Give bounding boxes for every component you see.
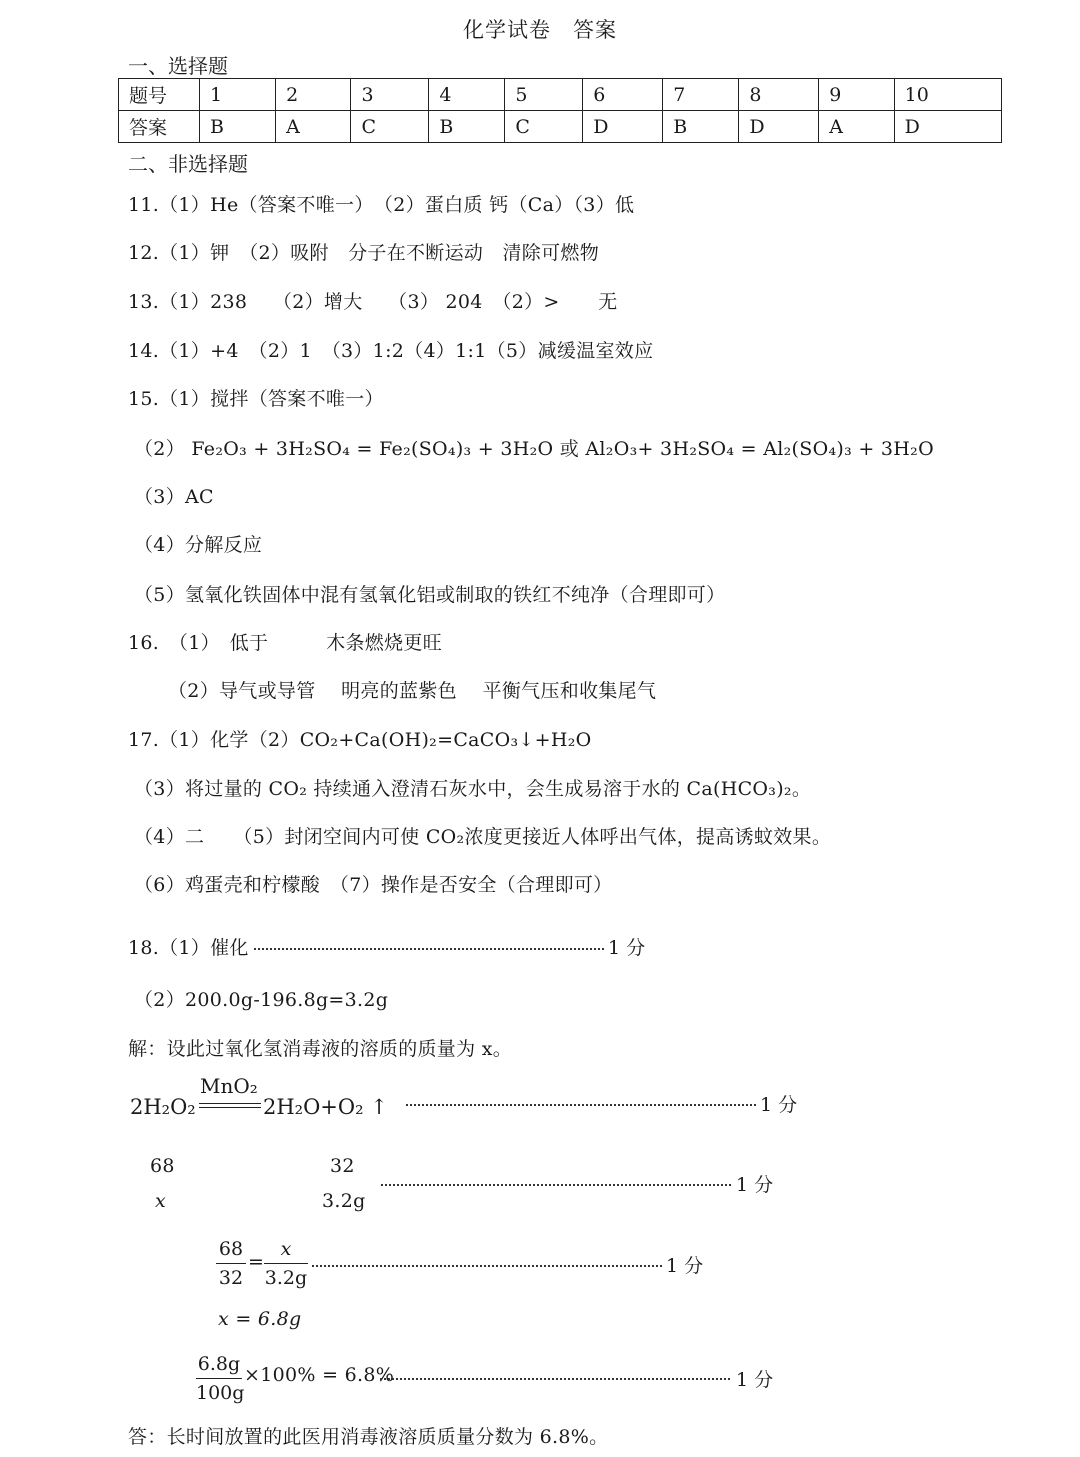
table-row-numbers [119, 79, 1002, 111]
dotted-leader [381, 1184, 731, 1186]
score-label: 1 分 [760, 1094, 798, 1116]
fraction-percent [196, 1350, 245, 1407]
fraction-numerator: 6.8g [197, 1353, 241, 1375]
table-cell: B [429, 111, 505, 143]
table-cell: D [583, 111, 663, 143]
table-cell: 6 [583, 79, 663, 111]
oxygen-mass: 3.2g [322, 1190, 366, 1212]
score-label: 1 分 [666, 1255, 704, 1277]
equation-product: 2H₂O+O₂ ↑ [263, 1095, 388, 1119]
table-cell: C [505, 111, 583, 143]
table-cell: 8 [739, 79, 819, 111]
answer-table [118, 78, 1002, 143]
fraction-denominator: 32 [218, 1267, 244, 1289]
table-cell: 5 [505, 79, 583, 111]
answer-q11: 11.（1）He（答案不唯一） （2）蛋白质 钙（Ca）（3）低 [128, 194, 635, 216]
answer-q12: 12.（1）钾 （2）吸附 分子在不断运动 清除可燃物 [128, 242, 599, 264]
answer-q15-4: （4）分解反应 [134, 534, 263, 556]
answer-q15-1: 15.（1）搅拌（答案不唯一） [128, 388, 384, 410]
table-cell: A [819, 111, 894, 143]
dotted-leader [254, 948, 604, 950]
fraction-right [264, 1235, 308, 1292]
answer-q17-4: （4）二 （5）封闭空间内可使 CO₂浓度更接近人体呼出气体，提高诱蚊效果。 [134, 826, 832, 848]
fraction-denominator: 100g [196, 1382, 245, 1404]
molar-mass-h2o2: 68 [150, 1155, 175, 1177]
answer-q15-3: （3）AC [134, 486, 214, 508]
fraction-denominator: 3.2g [264, 1267, 308, 1289]
answer-q16-2: （2）导气或导管 明亮的蓝紫色 平衡气压和收集尾气 [168, 680, 657, 702]
table-cell: 3 [351, 79, 429, 111]
answer-q16-1: 16. （1） 低于 木条燃烧更旺 [128, 632, 443, 654]
fraction-left [216, 1235, 246, 1292]
fraction-numerator: 68 [218, 1238, 244, 1260]
molar-mass-o2: 32 [330, 1155, 355, 1177]
equation-catalyst: MnO₂ [200, 1074, 258, 1098]
answer-q15-2: （2） Fe₂O₃ + 3H₂SO₄ = Fe₂(SO₄)₃ + 3H₂O 或 Al₂O₃+ 3H₂SO₄ = Al₂(SO₄)₃ + 3H₂O [134, 438, 934, 460]
page-title: 化学试卷 答案 [463, 18, 617, 42]
table-cell: 1 [200, 79, 276, 111]
table-cell: 7 [663, 79, 739, 111]
score-label: 1 分 [736, 1369, 774, 1391]
dotted-leader [406, 1104, 756, 1106]
equation-reactant: 2H₂O₂ [130, 1095, 196, 1119]
table-row-answers [119, 111, 1002, 143]
score-label: 1 分 [608, 937, 646, 959]
final-answer: 答：长时间放置的此医用消毒液溶质质量分数为 6.8%。 [128, 1426, 609, 1448]
answer-q14: 14.（1）+4 （2）1 （3）1:2（4）1:1（5）减缓温室效应 [128, 340, 654, 362]
percent-expression: ×100% = 6.8% [244, 1364, 395, 1386]
table-cell: B [663, 111, 739, 143]
fraction-numerator: x [280, 1238, 292, 1260]
equation-equals-sign [199, 1103, 261, 1108]
answer-q15-5: （5）氢氧化铁固体中混有氢氧化铝或制取的铁红不纯净（合理即可） [134, 584, 726, 606]
solution-intro: 解：设此过氧化氢消毒液的溶质的质量为 x。 [128, 1038, 513, 1060]
table-header-number: 题号 [119, 79, 200, 111]
answer-q18-1: 18.（1）催化 [128, 937, 249, 959]
table-cell: 2 [276, 79, 351, 111]
section-multiple-choice-heading: 一、选择题 [128, 54, 228, 78]
table-cell: D [739, 111, 819, 143]
section-non-choice-heading: 二、非选择题 [128, 152, 248, 176]
unknown-mass: x [155, 1190, 167, 1212]
table-cell: 4 [429, 79, 505, 111]
dotted-leader [312, 1265, 662, 1267]
table-cell: C [351, 111, 429, 143]
result-x: x = 6.8g [218, 1308, 302, 1330]
table-header-answer: 答案 [119, 111, 200, 143]
answer-q17-6: （6）鸡蛋壳和柠檬酸 （7）操作是否安全（合理即可） [134, 874, 613, 896]
equals-sign: = [248, 1251, 265, 1273]
table-cell: B [200, 111, 276, 143]
answer-q13: 13.（1）238 （2）增大 （3） 204 （2）> 无 [128, 291, 618, 313]
table-cell: 9 [819, 79, 894, 111]
table-cell: A [276, 111, 351, 143]
answer-q18-2: （2）200.0g-196.8g=3.2g [134, 989, 389, 1011]
answer-q17-1: 17.（1）化学（2）CO₂+Ca(OH)₂=CaCO₃↓+H₂O [128, 729, 592, 751]
answer-q17-3: （3）将过量的 CO₂ 持续通入澄清石灰水中，会生成易溶于水的 Ca(HCO₃)₂。 [134, 778, 812, 800]
table-cell: 10 [894, 79, 1001, 111]
dotted-leader [380, 1378, 730, 1380]
score-label: 1 分 [736, 1174, 774, 1196]
table-cell: D [894, 111, 1001, 143]
